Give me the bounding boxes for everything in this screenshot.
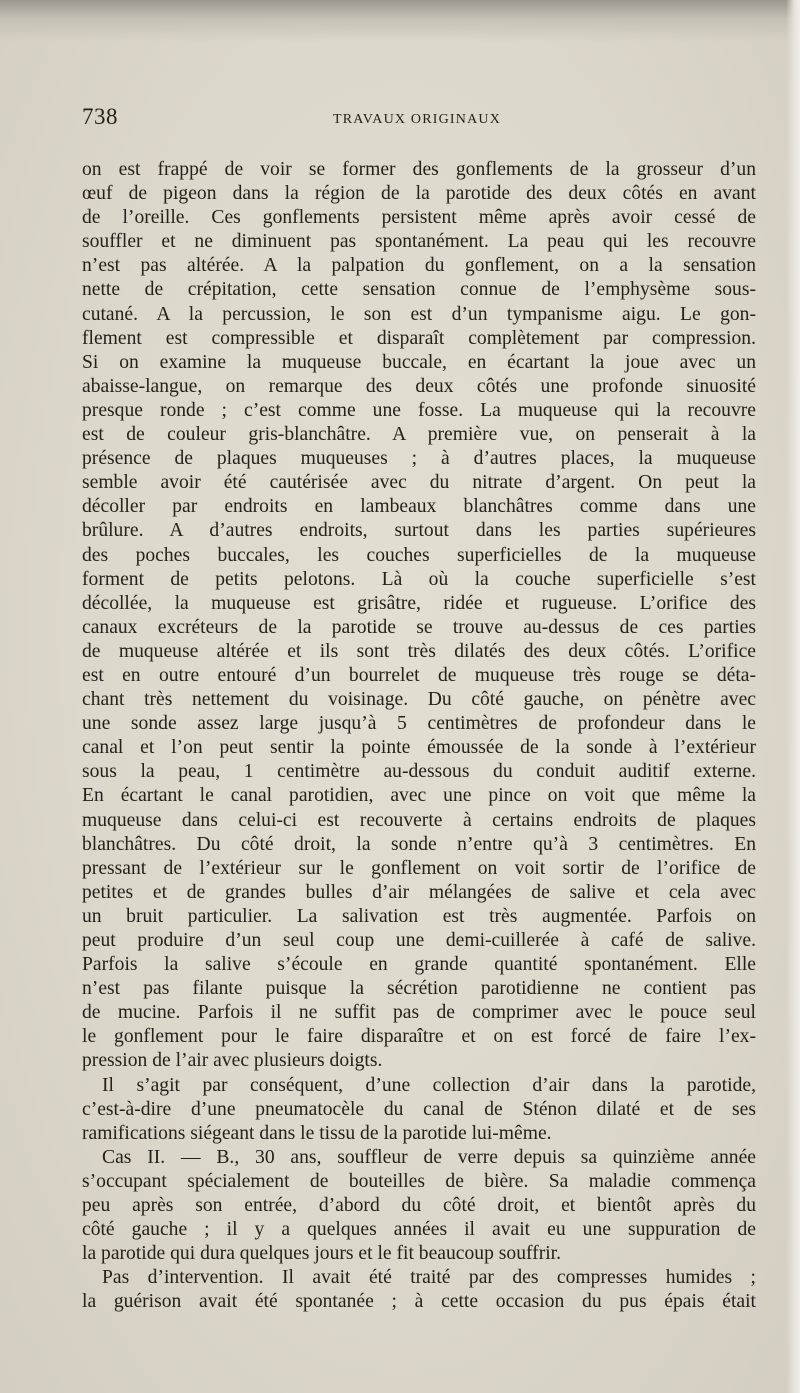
text-line: le gonflement pour le faire disparaître et on est forcé de faire l’ex- bbox=[82, 1026, 756, 1048]
paragraph-end-line: la parotide qui dura quelques jours et le fit beaucoup souffrir. bbox=[82, 1243, 562, 1265]
text-line: c’est-à-dire d’une pneumatocèle du canal de Sténon dilaté et de ses bbox=[82, 1098, 756, 1120]
page-number: 738 bbox=[82, 104, 118, 129]
text-line: abaisse-langue, on remarque des deux côtés une profonde sinuosité bbox=[82, 375, 756, 397]
text-line: est de couleur gris-blanchâtre. A première vue, on penserait à la bbox=[82, 424, 756, 446]
paragraph-end-line: pression de l’air avec plusieurs doigts. bbox=[82, 1050, 383, 1072]
text-line: En écartant le canal parotidien, avec une pince on voit que même la bbox=[82, 785, 756, 807]
text-line: de l’oreille. Ces gonflements persistent même après avoir cessé de bbox=[82, 207, 756, 229]
case-heading-line: Cas II. — B., 30 ans, souffleur de verre depuis sa quinzième année bbox=[102, 1146, 756, 1168]
text-line: présence de plaques muqueuses ; à d’autres places, la muqueuse bbox=[82, 448, 756, 470]
text-line: canal et l’on peut sentir la pointe émoussée de la sonde à l’extérieur bbox=[82, 737, 756, 759]
page-header bbox=[82, 104, 752, 136]
text-line: cutané. A la percussion, le son est d’un tympanisme aigu. Le gon- bbox=[82, 303, 756, 325]
text-line: canaux excréteurs de la parotide se trouve au-dessus de ces parties bbox=[82, 616, 756, 638]
text-line: brûlure. A d’autres endroits, surtout dans les parties supérieures bbox=[82, 520, 756, 542]
text-line: pressant de l’extérieur sur le gonflement on voit sortir de l’orifice de bbox=[82, 857, 756, 879]
text-line: de mucine. Parfois il ne suffit pas de comprimer avec le pouce seul bbox=[82, 1002, 756, 1024]
text-line: chant très nettement du voisinage. Du côté gauche, on pénètre avec bbox=[82, 689, 756, 711]
text-line: n’est pas filante puisque la sécrétion parotidienne ne contient pas bbox=[82, 978, 756, 1000]
text-line: peu après son entrée, d’abord du côté droit, et bientôt après du bbox=[82, 1195, 756, 1217]
text-line: décollée, la muqueuse est grisâtre, ridée et rugueuse. L’orifice des bbox=[82, 592, 756, 614]
body-text bbox=[82, 158, 756, 1315]
text-line: Si on examine la muqueuse buccale, en écartant la joue avec un bbox=[82, 351, 756, 373]
text-line: s’occupant spécialement de bouteilles de bière. Sa maladie commença bbox=[82, 1170, 756, 1192]
text-line: sous la peau, 1 centimètre au-dessous du conduit auditif externe. bbox=[82, 761, 756, 783]
text-line: œuf de pigeon dans la région de la parotide des deux côtés en avant bbox=[82, 183, 756, 205]
text-line: décoller par endroits en lambeaux blanchâtres comme dans une bbox=[82, 496, 756, 518]
text-line: une sonde assez large jusqu’à 5 centimètres de profondeur dans le bbox=[82, 713, 756, 735]
text-line: Parfois la salive s’écoule en grande quantité spontanément. Elle bbox=[82, 954, 756, 976]
text-line: muqueuse dans celui-ci est recouverte à certains endroits de plaques bbox=[82, 809, 756, 831]
paragraph-end-line: ramifications siégeant dans le tissu de la parotide lui-même. bbox=[82, 1122, 552, 1144]
text-line: peut produire d’un seul coup une demi-cuillerée à café de salive. bbox=[82, 930, 756, 951]
text-line: semble avoir été cautérisée avec du nitrate d’argent. On peut la bbox=[82, 472, 756, 494]
text-line: presque ronde ; c’est comme une fosse. La muqueuse qui la recouvre bbox=[82, 399, 756, 421]
scan-shadow bbox=[0, 0, 800, 42]
paragraph-start-line: Pas d’intervention. Il avait été traité par des compresses humides ; bbox=[102, 1267, 756, 1289]
text-line: souffler et ne diminuent pas spontanément. La peau qui les recouvre bbox=[82, 231, 756, 253]
page-edge bbox=[786, 0, 800, 1393]
text-line: des poches buccales, les couches superficielles de la muqueuse bbox=[82, 544, 756, 566]
paragraph-start-line: Il s’agit par conséquent, d’une collection d’air dans la parotide, bbox=[102, 1074, 756, 1096]
text-line: la guérison avait été spontanée ; à cette occasion du pus épais était bbox=[82, 1291, 756, 1313]
text-line: forment de petits pelotons. Là où la couche superficielle s’est bbox=[82, 568, 756, 590]
text-line: flement est compressible et disparaît complètement par compression. bbox=[82, 327, 756, 349]
text-line: est en outre entouré d’un bourrelet de muqueuse très rouge se déta- bbox=[82, 664, 756, 686]
text-line: de muqueuse altérée et ils sont très dilatés des deux côtés. L’orifice bbox=[82, 640, 756, 662]
text-line: blanchâtres. Du côté droit, la sonde n’entre qu’à 3 centimètres. En bbox=[82, 833, 756, 855]
text-line: n’est pas altérée. A la palpation du gonflement, on a la sensation bbox=[82, 255, 756, 277]
text-line: côté gauche ; il y a quelques années il avait eu une suppuration de bbox=[82, 1219, 756, 1241]
text-line: nette de crépitation, cette sensation connue de l’emphysème sous- bbox=[82, 279, 756, 301]
text-line: petites et de grandes bulles d’air mélangées de salive et cela avec bbox=[82, 881, 756, 903]
text-line: un bruit particulier. La salivation est très augmentée. Parfois on bbox=[82, 905, 756, 927]
running-head: TRAVAUX ORIGINAUX bbox=[332, 112, 502, 127]
text-line: on est frappé de voir se former des gonflements de la grosseur d’un bbox=[82, 159, 756, 180]
